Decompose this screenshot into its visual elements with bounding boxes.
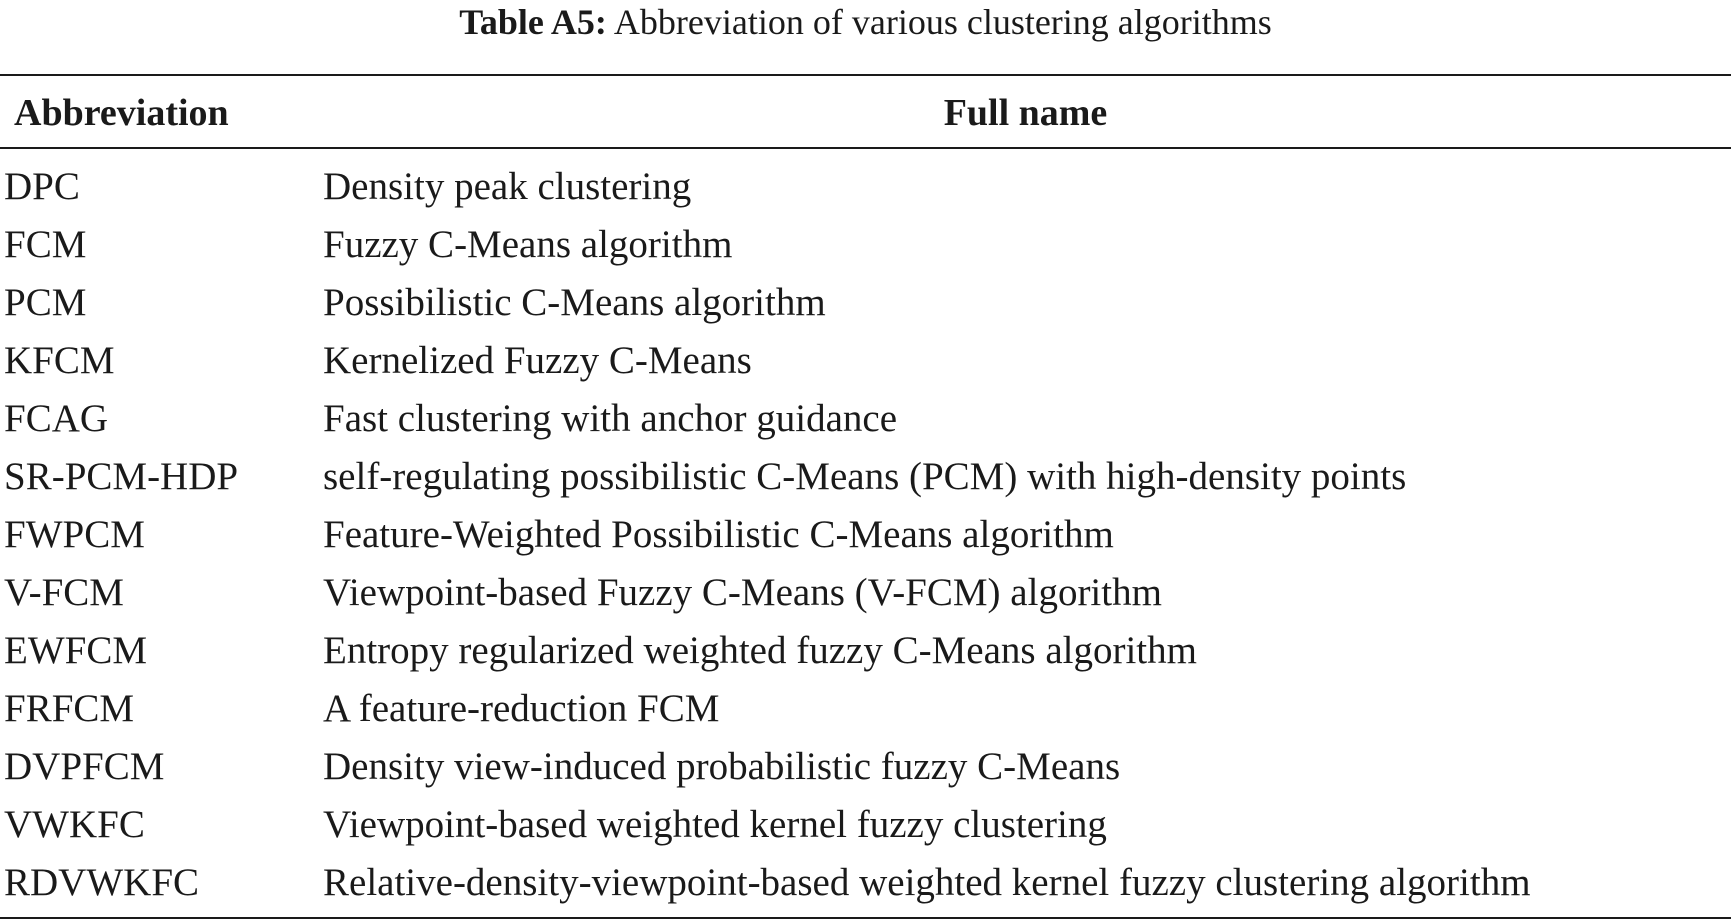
row-abbreviation: FCM [4,223,87,266]
row-full-name: self-regulating possibilistic C-Means (PCM) with high-density points [323,455,1407,498]
table-row [0,854,1731,912]
table-row [0,448,1731,506]
table-row [0,216,1731,274]
row-full-name: Fuzzy C-Means algorithm [323,223,733,266]
table-caption-text: Abbreviation of various clustering algorithms [613,2,1272,42]
row-abbreviation: FWPCM [4,513,145,556]
table-row [0,680,1731,738]
table-bottom-rule [0,917,1731,919]
row-abbreviation: FCAG [4,397,109,440]
row-abbreviation: DVPFCM [4,745,165,788]
table-caption [0,0,1731,58]
table-row [0,796,1731,854]
table-row [0,274,1731,332]
table-row [0,390,1731,448]
row-abbreviation: FRFCM [4,687,135,730]
table-header [0,88,1731,138]
row-abbreviation: KFCM [4,339,115,382]
header-full-name: Full name [943,92,1108,134]
row-abbreviation: V-FCM [4,571,124,614]
table-row [0,564,1731,622]
row-full-name: Possibilistic C-Means algorithm [323,281,826,324]
row-full-name: Viewpoint-based Fuzzy C-Means (V-FCM) algorithm [323,571,1162,614]
table-row [0,158,1731,216]
table-row [0,506,1731,564]
table-top-rule [0,74,1731,76]
header-abbreviation: Abbreviation [14,92,229,134]
row-full-name: A feature-reduction FCM [323,687,720,730]
row-full-name: Viewpoint-based weighted kernel fuzzy clustering [323,803,1107,846]
row-abbreviation: DPC [4,165,80,208]
row-full-name: Relative-density-viewpoint-based weighted kernel fuzzy clustering algorithm [323,861,1531,904]
table-body [0,158,1731,912]
table-row [0,332,1731,390]
table-header-rule [0,147,1731,149]
row-full-name: Feature-Weighted Possibilistic C-Means algorithm [323,513,1114,556]
row-abbreviation: EWFCM [4,629,148,672]
row-abbreviation: VWKFC [4,803,145,846]
row-full-name: Fast clustering with anchor guidance [323,397,898,440]
row-full-name: Density view-induced probabilistic fuzzy C-Means [323,745,1121,788]
row-abbreviation: RDVWKFC [4,861,200,904]
row-full-name: Density peak clustering [323,165,692,208]
table-row [0,738,1731,796]
row-abbreviation: SR-PCM-HDP [4,455,239,498]
table-row [0,622,1731,680]
table-caption-label: Table A5: [459,2,607,42]
row-full-name: Kernelized Fuzzy C-Means [323,339,752,382]
row-abbreviation: PCM [4,281,87,324]
row-full-name: Entropy regularized weighted fuzzy C-Means algorithm [323,629,1197,672]
